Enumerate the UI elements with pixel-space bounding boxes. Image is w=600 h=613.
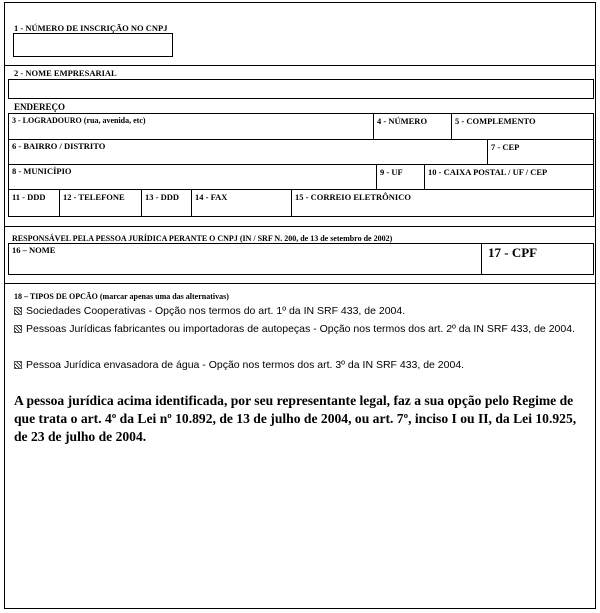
responsavel-header: RESPONSÁVEL PELA PESSOA JURÍDICA PERANTE O CNPJ (IN / SRF N. 200, de 13 de setembro de 2002)	[12, 234, 393, 243]
numero-label[interactable]: 4 - NÚMERO	[377, 116, 428, 126]
opcoes-header: 18 – TIPOS DE OPCÃO (marcar apenas uma das alternativas)	[14, 292, 229, 301]
cpf-label[interactable]: 17 - CPF	[488, 245, 538, 260]
divider	[4, 65, 596, 66]
divider	[451, 113, 452, 139]
opcao-text: Pessoa Jurídica envasadora de água - Opção nos termos dos art. 3º da IN SRF 433, de 2004.	[26, 359, 465, 371]
cnpj-input[interactable]	[13, 33, 173, 57]
divider	[291, 189, 292, 217]
caixa-postal-label[interactable]: 10 - CAIXA POSTAL / UF / CEP	[428, 167, 548, 177]
checkbox-icon[interactable]	[14, 325, 22, 333]
fax-label[interactable]: 14 - FAX	[195, 192, 228, 202]
divider	[8, 139, 594, 140]
logradouro-label[interactable]: 3 - LOGRADOURO (rua, avenida, etc)	[12, 116, 146, 125]
ddd-fax-label[interactable]: 13 - DDD	[145, 192, 179, 202]
endereco-header: ENDEREÇO	[14, 102, 66, 112]
cep-label[interactable]: 7 - CEP	[491, 142, 520, 152]
telefone-label[interactable]: 12 - TELEFONE	[63, 192, 125, 202]
divider	[481, 243, 482, 275]
divider	[141, 189, 142, 217]
checkbox-icon[interactable]	[14, 307, 22, 315]
divider	[4, 226, 596, 227]
bairro-label[interactable]: 6 - BAIRRO / DISTRITO	[12, 141, 106, 151]
divider	[59, 189, 60, 217]
opcao-cooperativas[interactable]	[14, 305, 584, 318]
declaracao-text: A pessoa jurídica acima identificada, por seu representante legal, faz a sua opção pelo Regime de que trata o art. 4º da Lei nº 10.892, de 13 de julho de 2004, ou art. 7º, inciso I ou II, da Lei 10.925, de 23 de julho de 2004.	[14, 393, 577, 444]
divider	[376, 164, 377, 189]
municipio-label[interactable]: 8 - MUNICÍPIO	[12, 166, 72, 176]
nome-label[interactable]: 16 – NOME	[12, 245, 56, 255]
opcao-text: Sociedades Cooperativas - Opção nos termos do art. 1º da IN SRF 433, de 2004.	[26, 305, 406, 317]
divider	[373, 113, 374, 139]
opcao-autopecas[interactable]	[14, 323, 584, 336]
correio-eletronico-label[interactable]: 15 - CORREIO ELETRÔNICO	[295, 192, 411, 202]
opcao-text: Pessoas Jurídicas fabricantes ou importadoras de autopeças - Opção nos termos dos art. 2º da IN SRF 433, de 2004.	[26, 323, 575, 335]
divider	[4, 283, 596, 284]
divider	[191, 189, 192, 217]
nome-empresarial-input[interactable]	[8, 79, 594, 99]
divider	[8, 164, 594, 165]
opcao-agua[interactable]	[14, 359, 584, 372]
divider	[424, 164, 425, 189]
complemento-label[interactable]: 5 - COMPLEMENTO	[455, 116, 536, 126]
divider	[8, 189, 594, 190]
nome-empresarial-label: 2 - NOME EMPRESARIAL	[14, 68, 117, 78]
uf-label[interactable]: 9 - UF	[380, 167, 403, 177]
ddd-label[interactable]: 11 - DDD	[12, 192, 46, 202]
cnpj-label: 1 - NÚMERO DE INSCRIÇÃO NO CNPJ	[14, 23, 168, 33]
divider	[487, 139, 488, 164]
checkbox-icon[interactable]	[14, 361, 22, 369]
